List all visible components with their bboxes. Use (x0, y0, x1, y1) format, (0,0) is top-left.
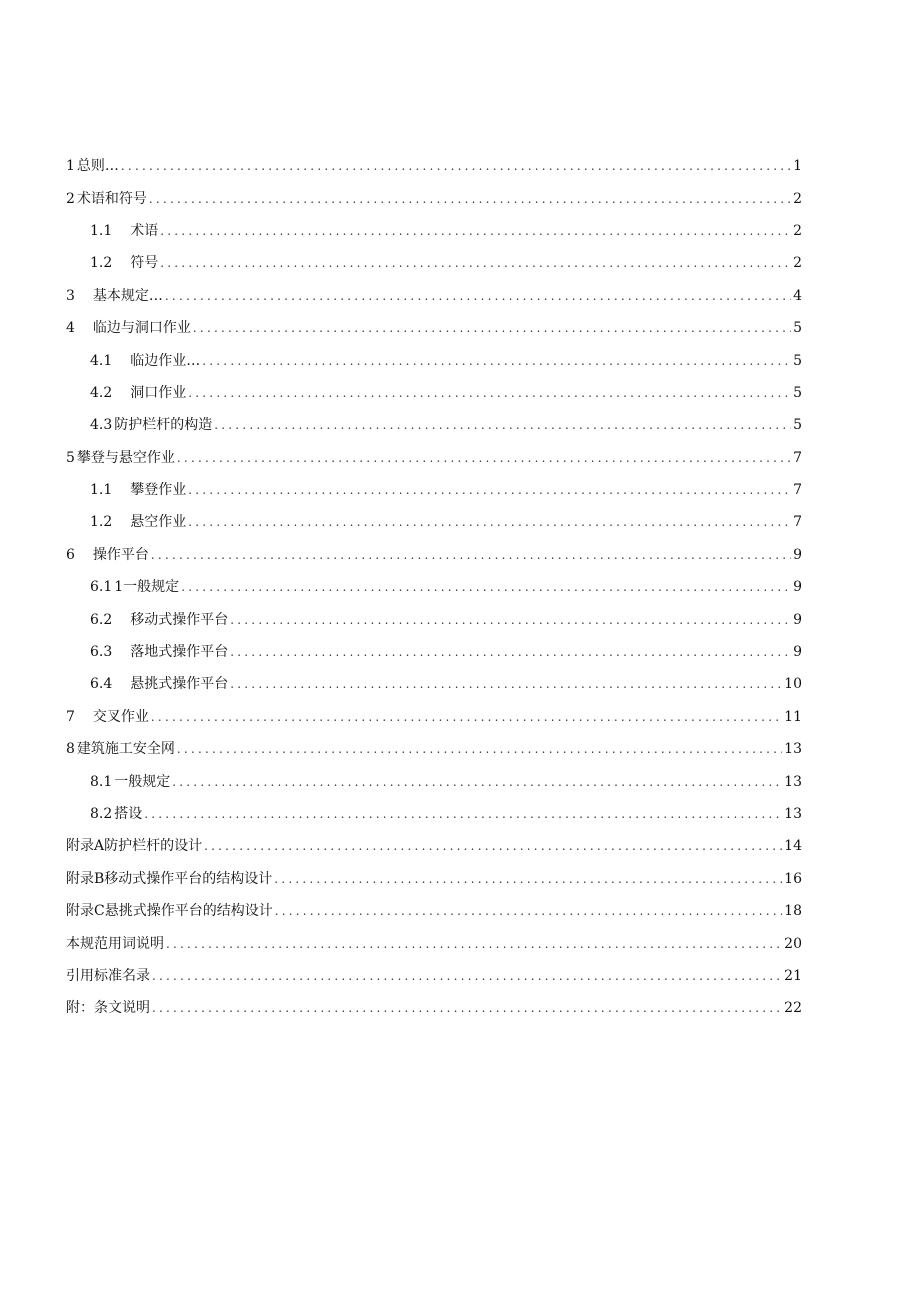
toc-entry[interactable] (66, 377, 802, 409)
toc-entry[interactable] (66, 668, 802, 700)
toc-entry-page-number: 9 (793, 546, 802, 563)
toc-entry-number: 1.2 (90, 514, 113, 531)
toc-entry[interactable] (66, 895, 802, 927)
toc-entry-title: 1一般规定 (114, 579, 180, 596)
dot-leader (274, 871, 782, 887)
toc-entry-page-number: 5 (793, 352, 802, 369)
toc-entry[interactable] (66, 830, 802, 862)
dot-leader (188, 514, 791, 530)
toc-entry-title: 洞口作业 (130, 384, 187, 401)
toc-entry-title: 附录C悬挑式操作平台的结构设计 (66, 903, 273, 920)
toc-entry[interactable] (66, 765, 802, 797)
toc-entry-number: 7 (66, 708, 75, 725)
toc-entry-page-number: 10 (784, 676, 802, 693)
toc-entry[interactable] (66, 150, 802, 182)
dot-leader (188, 482, 791, 498)
toc-entry-title: 附录B移动式操作平台的结构设计 (66, 870, 273, 887)
dot-leader (152, 968, 782, 984)
dot-leader (193, 320, 791, 336)
dot-leader (144, 806, 782, 822)
toc-entry-number: 4.3 (90, 417, 113, 434)
toc-entry-title: 附录A防护栏杆的设计 (66, 838, 203, 855)
toc-entry[interactable] (66, 344, 802, 376)
toc-entry-page-number: 5 (793, 384, 802, 401)
toc-entry-number: 6.4 (90, 676, 113, 693)
toc-entry-number: 5 (66, 449, 75, 466)
toc-entry-title: 防护栏杆的构造 (114, 417, 213, 434)
dot-leader (181, 579, 791, 595)
toc-entry[interactable] (66, 603, 802, 635)
toc-entry-title: 基本规定… (92, 287, 163, 304)
dot-leader (121, 158, 791, 174)
dot-leader (151, 547, 791, 563)
toc-entry-page-number: 4 (793, 287, 802, 304)
toc-entry-title: 引用标准名录 (66, 967, 150, 984)
toc-entry-page-number: 7 (793, 514, 802, 531)
toc-entry-page-number: 2 (793, 222, 802, 239)
dot-leader (160, 223, 791, 239)
toc-entry-page-number: 20 (784, 935, 802, 952)
toc-entry-page-number: 5 (793, 417, 802, 434)
toc-entry-number: 1.1 (90, 222, 113, 239)
toc-entry[interactable] (66, 539, 802, 571)
toc-entry-title: 悬挑式操作平台 (130, 676, 229, 693)
dot-leader (177, 450, 791, 466)
toc-entry-page-number: 16 (784, 870, 802, 887)
toc-entry-title: 悬空作业 (130, 514, 187, 531)
table-of-contents (66, 150, 802, 1025)
toc-entry[interactable] (66, 636, 802, 668)
toc-entry-page-number: 9 (793, 579, 802, 596)
toc-entry-page-number: 9 (793, 644, 802, 661)
toc-entry-number: 6.3 (90, 644, 113, 661)
toc-entry-number: 4 (66, 320, 75, 337)
toc-entry[interactable] (66, 863, 802, 895)
dot-leader (230, 676, 782, 692)
dot-leader (214, 417, 791, 433)
toc-entry-page-number: 2 (793, 255, 802, 272)
toc-entry[interactable] (66, 409, 802, 441)
toc-entry-title: 移动式操作平台 (130, 611, 229, 628)
toc-entry-page-number: 7 (793, 449, 802, 466)
toc-entry-number: 8.2 (90, 806, 113, 822)
toc-entry[interactable] (66, 571, 802, 603)
toc-entry-title: 操作平台 (92, 546, 149, 563)
dot-leader (149, 191, 791, 207)
toc-entry-number: 6.1 (90, 579, 113, 596)
toc-entry-number: 2 (66, 190, 75, 207)
toc-entry[interactable] (66, 312, 802, 344)
toc-entry-page-number: 9 (793, 611, 802, 628)
dot-leader (172, 774, 782, 790)
toc-entry[interactable] (66, 506, 802, 538)
toc-entry-title: 符号 (130, 255, 159, 272)
toc-entry[interactable] (66, 215, 802, 247)
toc-entry-page-number: 7 (793, 482, 802, 499)
toc-entry-page-number: 14 (784, 838, 802, 855)
dot-leader (202, 353, 791, 369)
toc-entry-title: 交叉作业 (92, 708, 149, 725)
dot-leader (230, 644, 791, 660)
toc-entry-title: 术语 (130, 222, 159, 239)
toc-entry-number: 1 (66, 158, 75, 175)
toc-entry-number: 6 (66, 546, 75, 563)
toc-entry-title: 总则… (76, 158, 119, 175)
toc-entry-title: 建筑施工安全网 (76, 741, 175, 758)
toc-entry[interactable] (66, 182, 802, 214)
toc-entry[interactable] (66, 992, 802, 1024)
toc-entry[interactable] (66, 701, 802, 733)
toc-entry[interactable] (66, 280, 802, 312)
toc-entry-title: 术语和符号 (76, 190, 147, 207)
toc-entry-page-number: 21 (784, 967, 802, 984)
dot-leader (230, 612, 791, 628)
toc-entry[interactable] (66, 474, 802, 506)
toc-entry-title: 本规范用词说明 (66, 935, 164, 952)
toc-entry-number: 1.1 (90, 482, 113, 499)
toc-entry-number: 4.1 (90, 352, 113, 369)
toc-entry-title: 落地式操作平台 (130, 644, 229, 661)
dot-leader (166, 936, 782, 952)
dot-leader (177, 741, 782, 757)
toc-entry-page-number: 13 (784, 741, 802, 758)
toc-entry-title: 攀登作业 (130, 482, 187, 499)
toc-entry-page-number: 11 (784, 708, 802, 725)
toc-entry-page-number: 13 (784, 806, 802, 822)
toc-entry-number: 4.2 (90, 384, 113, 401)
toc-entry-page-number: 5 (793, 320, 802, 337)
toc-entry[interactable] (66, 247, 802, 279)
toc-entry-number: 8 (66, 741, 75, 758)
toc-entry-title: 攀登与悬空作业 (76, 449, 175, 466)
toc-entry-title: 临边与洞口作业 (92, 320, 191, 337)
toc-entry-title: 附：条文说明 (66, 1000, 150, 1017)
dot-leader (152, 1000, 782, 1016)
toc-entry-page-number: 1 (793, 158, 802, 175)
toc-entry-number: 6.2 (90, 611, 113, 628)
toc-entry-title: 一般规定 (114, 773, 171, 790)
toc-entry[interactable] (66, 960, 802, 992)
dot-leader (204, 838, 782, 854)
toc-entry-page-number: 2 (793, 190, 802, 207)
toc-entry-number: 3 (66, 287, 75, 304)
dot-leader (188, 385, 791, 401)
dot-leader (160, 255, 791, 271)
toc-entry[interactable] (66, 927, 802, 959)
toc-entry-title: 临边作业… (130, 352, 201, 369)
toc-entry-page-number: 22 (784, 1000, 802, 1017)
toc-entry[interactable] (66, 733, 802, 765)
toc-entry-page-number: 13 (784, 773, 802, 790)
toc-entry[interactable] (66, 798, 802, 830)
dot-leader (151, 709, 782, 725)
toc-entry-title: 搭设 (114, 806, 143, 822)
toc-entry-page-number: 18 (784, 903, 802, 920)
dot-leader (165, 288, 791, 304)
toc-entry[interactable] (66, 442, 802, 474)
dot-leader (275, 903, 782, 919)
toc-entry-number: 1.2 (90, 255, 113, 272)
toc-entry-number: 8.1 (90, 773, 113, 790)
